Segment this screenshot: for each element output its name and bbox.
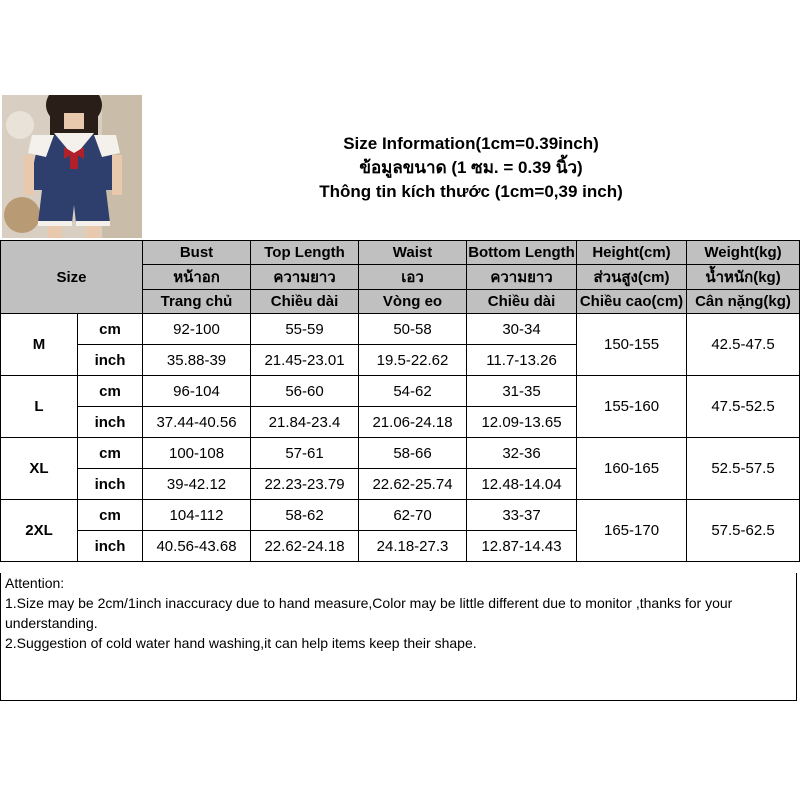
header-bottom-length-vietnamese: Chiều dài: [467, 290, 577, 314]
waist-value: 19.5-22.62: [359, 345, 467, 376]
bottom-length-value: 33-37: [467, 500, 577, 531]
size-column-header: Size: [1, 241, 143, 314]
header-height-vietnamese: Chiều cao(cm): [577, 290, 687, 314]
attention-note-1: 1.Size may be 2cm/1inch inaccuracy due to hand measure,Color may be little different due to monitor ,thanks for your understanding.: [5, 595, 733, 631]
unit-label: cm: [78, 500, 143, 531]
title-english: Size Information(1cm=0.39inch): [343, 133, 599, 153]
attention-notes: [0, 573, 797, 701]
bust-value: 92-100: [143, 314, 251, 345]
unit-label: cm: [78, 314, 143, 345]
header-bust-vietnamese: Trang chủ: [143, 290, 251, 314]
unit-label: cm: [78, 438, 143, 469]
waist-value: 21.06-24.18: [359, 407, 467, 438]
header-top-length-vietnamese: Chiều dài: [251, 290, 359, 314]
bust-value: 100-108: [143, 438, 251, 469]
waist-value: 50-58: [359, 314, 467, 345]
bottom-length-value: 12.09-13.65: [467, 407, 577, 438]
header-height-thai: ส่วนสูง(cm): [577, 265, 687, 290]
table-row: [1, 500, 800, 531]
bottom-length-value: 12.87-14.43: [467, 531, 577, 562]
waist-value: 22.62-25.74: [359, 469, 467, 500]
top-length-value: 55-59: [251, 314, 359, 345]
table-row: [1, 376, 800, 407]
header-top-length-thai: ความยาว: [251, 265, 359, 290]
header-weight-vietnamese: Cân nặng(kg): [687, 290, 800, 314]
bust-value: 96-104: [143, 376, 251, 407]
top-length-value: 21.45-23.01: [251, 345, 359, 376]
height-value: 165-170: [577, 500, 687, 562]
waist-value: 54-62: [359, 376, 467, 407]
unit-label: inch: [78, 531, 143, 562]
bottom-length-value: 30-34: [467, 314, 577, 345]
size-name: XL: [1, 438, 78, 500]
table-row: [1, 438, 800, 469]
header-weight: Weight(kg): [687, 241, 800, 265]
attention-note-2: 2.Suggestion of cold water hand washing,it can help items keep their shape.: [5, 635, 477, 651]
height-value: 150-155: [577, 314, 687, 376]
weight-value: 42.5-47.5: [687, 314, 800, 376]
size-information-title: [142, 95, 800, 241]
bottom-length-value: 12.48-14.04: [467, 469, 577, 500]
waist-value: 62-70: [359, 500, 467, 531]
header-waist: Waist: [359, 241, 467, 265]
model-in-sailor-pajama-image: [2, 95, 142, 238]
product-photo: [2, 95, 143, 238]
header-height: Height(cm): [577, 241, 687, 265]
top-length-value: 22.62-24.18: [251, 531, 359, 562]
height-value: 160-165: [577, 438, 687, 500]
header-waist-thai: เอว: [359, 265, 467, 290]
unit-label: inch: [78, 469, 143, 500]
top-length-value: 56-60: [251, 376, 359, 407]
height-value: 155-160: [577, 376, 687, 438]
header-weight-thai: น้ำหนัก(kg): [687, 265, 800, 290]
waist-value: 24.18-27.3: [359, 531, 467, 562]
bust-value: 104-112: [143, 500, 251, 531]
weight-value: 52.5-57.5: [687, 438, 800, 500]
bust-value: 37.44-40.56: [143, 407, 251, 438]
top-length-value: 57-61: [251, 438, 359, 469]
bottom-length-value: 11.7-13.26: [467, 345, 577, 376]
table-row: [1, 314, 800, 345]
unit-label: inch: [78, 407, 143, 438]
bust-value: 40.56-43.68: [143, 531, 251, 562]
title-vietnamese: Thông tin kích thước (1cm=0,39 inch): [319, 181, 623, 201]
header-bust-thai: หน้าอก: [143, 265, 251, 290]
attention-heading: Attention:: [5, 575, 65, 591]
header-row-english: [1, 241, 800, 265]
bust-value: 35.88-39: [143, 345, 251, 376]
top-length-value: 22.23-23.79: [251, 469, 359, 500]
header-bust: Bust: [143, 241, 251, 265]
header-bottom-length: Bottom Length: [467, 241, 577, 265]
weight-value: 47.5-52.5: [687, 376, 800, 438]
weight-value: 57.5-62.5: [687, 500, 800, 562]
header-top-length: Top Length: [251, 241, 359, 265]
header-bottom-length-thai: ความยาว: [467, 265, 577, 290]
unit-label: inch: [78, 345, 143, 376]
title-thai: ข้อมูลขนาด (1 ซม. = 0.39 นิ้ว): [359, 157, 583, 177]
size-name: L: [1, 376, 78, 438]
size-name: 2XL: [1, 500, 78, 562]
top-length-value: 58-62: [251, 500, 359, 531]
top-length-value: 21.84-23.4: [251, 407, 359, 438]
header-waist-vietnamese: Vòng eo: [359, 290, 467, 314]
size-chart-table: [0, 240, 800, 562]
bottom-length-value: 31-35: [467, 376, 577, 407]
bottom-length-value: 32-36: [467, 438, 577, 469]
bust-value: 39-42.12: [143, 469, 251, 500]
size-name: M: [1, 314, 78, 376]
waist-value: 58-66: [359, 438, 467, 469]
unit-label: cm: [78, 376, 143, 407]
